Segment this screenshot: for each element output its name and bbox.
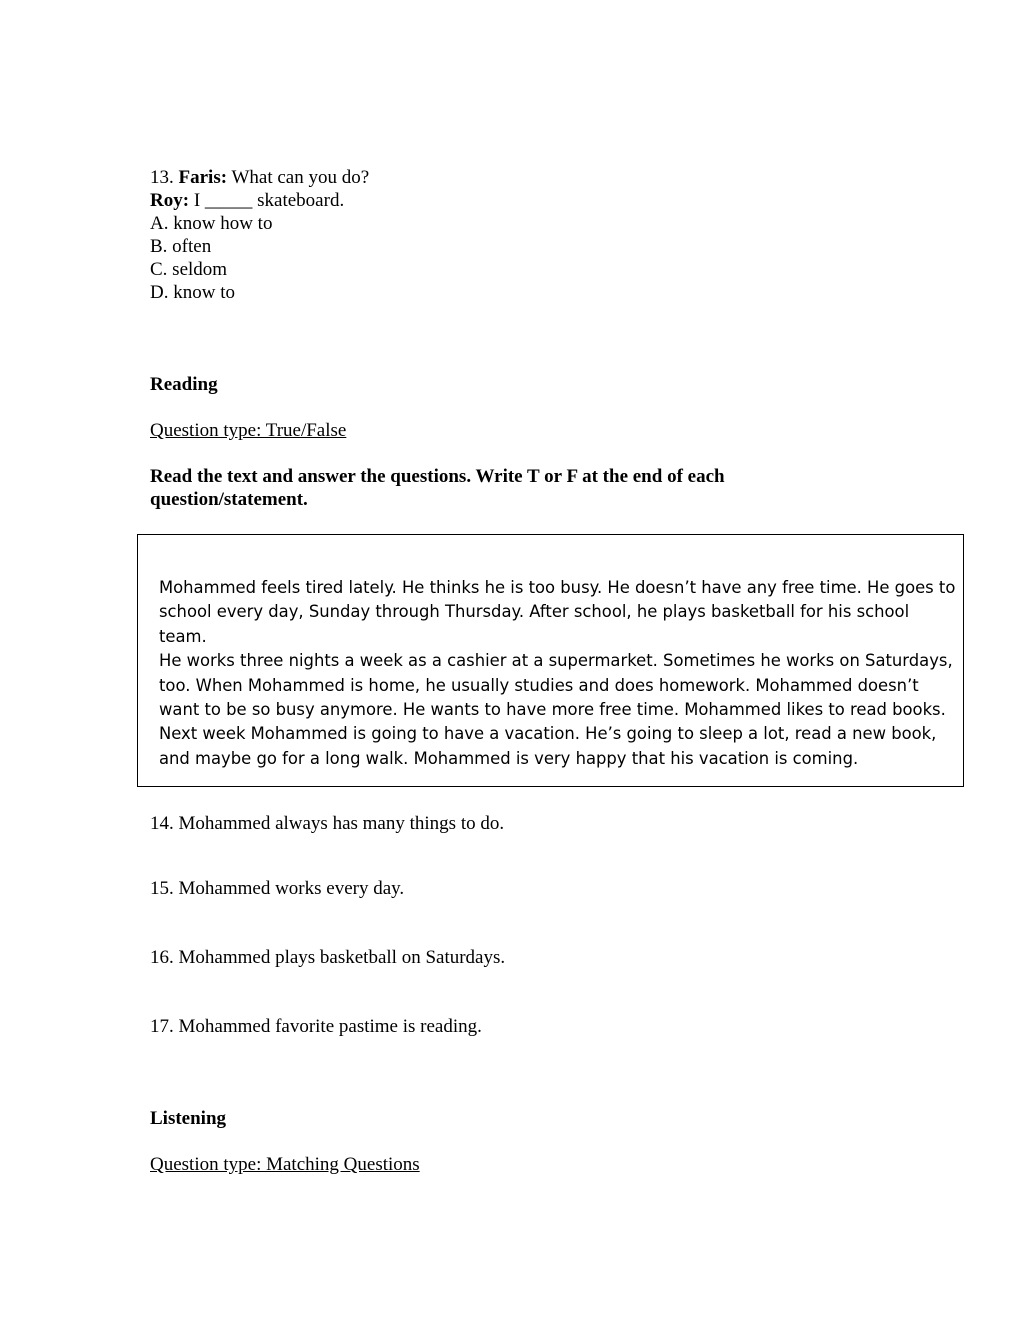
reading-passage: Mohammed feels tired lately. He thinks he is too busy. He doesn’t have any free time. He goes to school every day, Sunday through Thursday. After school, he plays basketball for his school team. He works three nights a week as a cashier at a supermarket. Sometimes he works on Saturdays, too. When Mohammed is home, he usually studies and does homework. Mohammed doesn’t want to be so busy anymore. He wants to have more free time. Mohammed likes to read books. Next week Mohammed is going to have a vacation. He’s going to sleep a lot, read a new book, and maybe go for a long walk. Mohammed is very happy that his vacation is coming. [159,578,956,768]
reading-passage-box [137,534,964,787]
reading-instruction-line2: question/statement. [150,489,308,510]
reading-instruction-line1: Read the text and answer the questions. Write T or F at the end of each [150,466,725,487]
q13-line-roy: I _____ skateboard. [189,190,345,211]
listening-heading: Listening [150,1108,227,1129]
q13-option-a: A. know how to [150,213,273,234]
q13-option-c: C. seldom [150,259,228,280]
q13-line-faris: What can you do? [227,167,370,188]
q13-speaker-roy: Roy: [150,190,190,211]
statement-17: 17. Mohammed favorite pastime is reading. [150,1016,482,1037]
q13-speaker-faris: Faris: [178,167,228,188]
q13-number: 13. [150,167,174,188]
q13-option-b: B. often [150,236,212,257]
statement-14: 14. Mohammed always has many things to do. [150,813,505,834]
q13-prompt [150,166,369,189]
statement-16: 16. Mohammed plays basketball on Saturdays. [150,947,506,968]
listening-question-type: Question type: Matching Questions [150,1154,420,1175]
q13-response [150,189,344,212]
reading-question-type: Question type: True/False [150,420,347,441]
statement-15: 15. Mohammed works every day. [150,878,405,899]
q13-option-d: D. know to [150,282,235,303]
reading-heading: Reading [150,374,218,395]
